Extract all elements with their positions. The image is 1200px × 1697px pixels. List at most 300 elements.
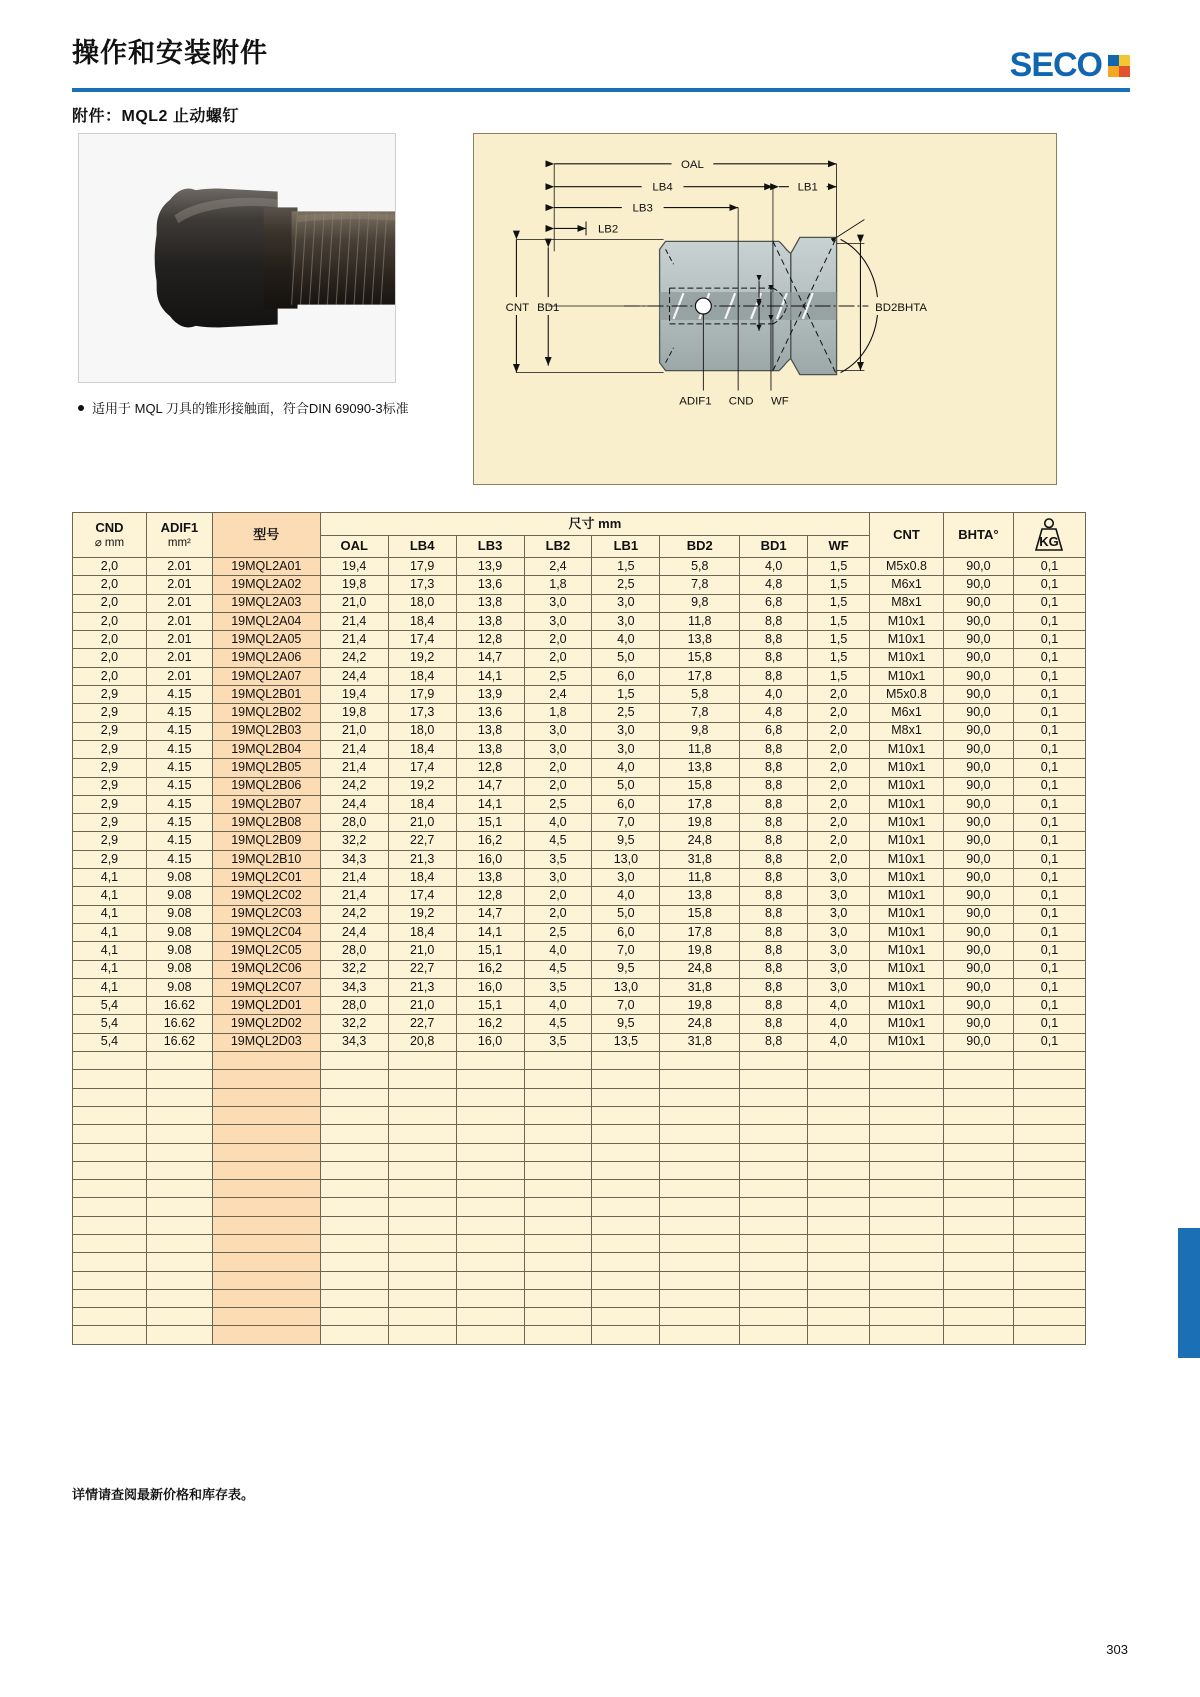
cell-empty: [592, 1125, 660, 1143]
cell-value: 0,1: [1013, 612, 1085, 630]
cell-value: 5,8: [660, 558, 740, 576]
cell-value: 0,1: [1013, 594, 1085, 612]
cell-empty: [73, 1161, 147, 1179]
table-row[interactable]: [73, 759, 1086, 777]
cell-value: 2,0: [808, 795, 870, 813]
cell-model: 19MQL2B01: [212, 686, 320, 704]
cell-empty: [320, 1161, 388, 1179]
cell-empty: [388, 1271, 456, 1289]
cell-value: 8,8: [740, 850, 808, 868]
cell-value: 1,5: [808, 612, 870, 630]
cell-value: 4.15: [146, 686, 212, 704]
cell-empty: [320, 1271, 388, 1289]
cell-empty: [592, 1070, 660, 1088]
cell-empty: [870, 1253, 944, 1271]
cell-value: 19,4: [320, 686, 388, 704]
cell-value: 4.15: [146, 759, 212, 777]
cell-value: 2,9: [73, 740, 147, 758]
section-subtitle: 附件：MQL2 止动螺钉: [72, 108, 239, 125]
cell-value: 34,3: [320, 1033, 388, 1051]
table-row[interactable]: [73, 667, 1086, 685]
cell-value: 16,0: [456, 1033, 524, 1051]
cell-empty: [943, 1253, 1013, 1271]
table-row[interactable]: [73, 795, 1086, 813]
cell-value: 15,8: [660, 649, 740, 667]
cell-empty: [524, 1070, 592, 1088]
table-row[interactable]: [73, 978, 1086, 996]
table-row[interactable]: [73, 923, 1086, 941]
cell-value: 8,8: [740, 1033, 808, 1051]
cell-value: 31,8: [660, 978, 740, 996]
th-bd1: BD1: [740, 535, 808, 558]
table-row[interactable]: [73, 905, 1086, 923]
cell-empty: [388, 1216, 456, 1234]
th-dimensions-group: 尺寸 mm: [320, 513, 869, 536]
table-row[interactable]: [73, 814, 1086, 832]
cell-value: 21,3: [388, 850, 456, 868]
cell-value: 2,0: [524, 631, 592, 649]
cell-value: 4,0: [592, 887, 660, 905]
cell-empty: [456, 1253, 524, 1271]
seco-logo: [1010, 46, 1130, 85]
table-row[interactable]: [73, 1015, 1086, 1033]
table-row[interactable]: [73, 942, 1086, 960]
cell-empty: [212, 1234, 320, 1252]
cell-value: 2,9: [73, 704, 147, 722]
cell-value: 2,0: [808, 777, 870, 795]
cell-value: 8,8: [740, 1015, 808, 1033]
cell-value: 13,8: [456, 594, 524, 612]
cell-empty: [592, 1216, 660, 1234]
cell-value: 12,8: [456, 887, 524, 905]
table-row-empty: [73, 1234, 1086, 1252]
cell-empty: [524, 1143, 592, 1161]
cell-empty: [146, 1088, 212, 1106]
cell-value: M5x0.8: [870, 686, 944, 704]
cell-empty: [660, 1088, 740, 1106]
cell-value: 14,1: [456, 667, 524, 685]
cell-empty: [524, 1216, 592, 1234]
cell-empty: [660, 1070, 740, 1088]
cell-empty: [524, 1161, 592, 1179]
cell-value: 0,1: [1013, 667, 1085, 685]
cell-value: 8,8: [740, 759, 808, 777]
diagram-label-bd1: BD1: [537, 301, 560, 314]
cell-value: 0,1: [1013, 814, 1085, 832]
cell-value: 5,4: [73, 1015, 147, 1033]
cell-value: 7,8: [660, 704, 740, 722]
cell-value: 5,4: [73, 1033, 147, 1051]
cell-value: 2,0: [808, 722, 870, 740]
cell-empty: [146, 1052, 212, 1070]
cell-empty: [212, 1106, 320, 1124]
cell-value: 18,0: [388, 722, 456, 740]
cell-empty: [524, 1125, 592, 1143]
cell-model: 19MQL2B05: [212, 759, 320, 777]
cell-value: 3,0: [524, 612, 592, 630]
cell-value: 5,0: [592, 905, 660, 923]
cell-empty: [320, 1052, 388, 1070]
cell-empty: [456, 1161, 524, 1179]
cell-value: 0,1: [1013, 576, 1085, 594]
cell-value: 11,8: [660, 740, 740, 758]
table-row[interactable]: [73, 612, 1086, 630]
table-row[interactable]: [73, 740, 1086, 758]
cell-value: 4,5: [524, 1015, 592, 1033]
cell-value: 11,8: [660, 612, 740, 630]
cell-empty: [808, 1180, 870, 1198]
th-bhta: BHTA°: [943, 513, 1013, 558]
cell-value: 0,1: [1013, 704, 1085, 722]
table-body: [73, 558, 1086, 1345]
cell-empty: [870, 1088, 944, 1106]
cell-value: 90,0: [943, 887, 1013, 905]
cell-value: 24,8: [660, 960, 740, 978]
cell-empty: [808, 1070, 870, 1088]
cell-empty: [1013, 1070, 1085, 1088]
cell-empty: [146, 1326, 212, 1344]
cell-value: 3,0: [524, 740, 592, 758]
cell-empty: [740, 1070, 808, 1088]
cell-empty: [1013, 1326, 1085, 1344]
cell-value: 2,9: [73, 759, 147, 777]
cell-value: 0,1: [1013, 686, 1085, 704]
cell-empty: [388, 1088, 456, 1106]
cell-value: 90,0: [943, 612, 1013, 630]
table-row[interactable]: [73, 631, 1086, 649]
cell-value: 24,8: [660, 1015, 740, 1033]
table-row[interactable]: [73, 649, 1086, 667]
cell-value: 12,8: [456, 759, 524, 777]
cell-empty: [808, 1161, 870, 1179]
cell-empty: [388, 1180, 456, 1198]
cell-value: 90,0: [943, 631, 1013, 649]
cell-value: 21,4: [320, 631, 388, 649]
cell-value: 3,0: [592, 722, 660, 740]
cell-value: 22,7: [388, 960, 456, 978]
cell-value: 13,8: [660, 759, 740, 777]
cell-empty: [73, 1143, 147, 1161]
cell-value: 4,0: [740, 558, 808, 576]
cell-value: 4,0: [524, 814, 592, 832]
cell-empty: [660, 1143, 740, 1161]
cell-value: 18,4: [388, 923, 456, 941]
cell-empty: [660, 1125, 740, 1143]
cell-value: 34,3: [320, 978, 388, 996]
cell-value: 3,0: [808, 923, 870, 941]
dimension-diagram: [474, 134, 1056, 484]
cell-value: 13,8: [456, 722, 524, 740]
cell-value: 21,4: [320, 869, 388, 887]
weight-kg-icon: [1027, 513, 1071, 557]
cell-value: 21,4: [320, 740, 388, 758]
cell-value: 13,6: [456, 704, 524, 722]
cell-value: 2,0: [808, 704, 870, 722]
cell-model: 19MQL2C02: [212, 887, 320, 905]
cell-empty: [73, 1308, 147, 1326]
cell-model: 19MQL2B08: [212, 814, 320, 832]
cell-model: 19MQL2A07: [212, 667, 320, 685]
cell-model: 19MQL2A02: [212, 576, 320, 594]
cell-value: 14,1: [456, 795, 524, 813]
cell-empty: [592, 1180, 660, 1198]
cell-value: 90,0: [943, 759, 1013, 777]
cell-empty: [524, 1106, 592, 1124]
cell-value: 2,0: [524, 649, 592, 667]
cell-empty: [456, 1234, 524, 1252]
cell-empty: [320, 1106, 388, 1124]
cell-model: 19MQL2C01: [212, 869, 320, 887]
cell-value: 3,5: [524, 850, 592, 868]
cell-empty: [524, 1180, 592, 1198]
cell-value: 12,8: [456, 631, 524, 649]
table-row[interactable]: [73, 997, 1086, 1015]
cell-empty: [212, 1253, 320, 1271]
cell-empty: [524, 1234, 592, 1252]
table-row-empty: [73, 1143, 1086, 1161]
cell-value: 0,1: [1013, 740, 1085, 758]
cell-empty: [212, 1198, 320, 1216]
cell-value: M6x1: [870, 576, 944, 594]
cell-value: 90,0: [943, 667, 1013, 685]
cell-value: 18,4: [388, 612, 456, 630]
cell-empty: [1013, 1216, 1085, 1234]
cell-empty: [943, 1216, 1013, 1234]
cell-value: 2,0: [808, 759, 870, 777]
cell-value: 90,0: [943, 850, 1013, 868]
cell-value: 28,0: [320, 997, 388, 1015]
cell-value: M10x1: [870, 649, 944, 667]
cell-value: 2,0: [808, 686, 870, 704]
cell-value: 2,0: [73, 558, 147, 576]
cell-value: 3,0: [524, 722, 592, 740]
cell-value: 8,8: [740, 997, 808, 1015]
table-row[interactable]: [73, 887, 1086, 905]
cell-empty: [660, 1106, 740, 1124]
seco-logo-mark-icon: [1108, 55, 1130, 77]
cell-value: 9,5: [592, 960, 660, 978]
cell-empty: [1013, 1271, 1085, 1289]
cell-empty: [456, 1125, 524, 1143]
cell-empty: [456, 1180, 524, 1198]
cell-value: 2,5: [592, 704, 660, 722]
cell-empty: [740, 1125, 808, 1143]
cell-empty: [870, 1326, 944, 1344]
cell-value: 16,2: [456, 1015, 524, 1033]
cell-empty: [808, 1216, 870, 1234]
cell-value: 18,4: [388, 740, 456, 758]
cell-value: 90,0: [943, 686, 1013, 704]
cell-empty: [146, 1143, 212, 1161]
cell-value: 2,5: [524, 795, 592, 813]
cell-empty: [146, 1216, 212, 1234]
table-row[interactable]: [73, 558, 1086, 576]
cell-value: 9.08: [146, 923, 212, 941]
cell-empty: [870, 1161, 944, 1179]
table-row[interactable]: [73, 704, 1086, 722]
cell-value: 13,8: [456, 740, 524, 758]
cell-empty: [524, 1198, 592, 1216]
cell-empty: [73, 1180, 147, 1198]
cell-value: 0,1: [1013, 887, 1085, 905]
cell-empty: [740, 1253, 808, 1271]
cell-empty: [388, 1326, 456, 1344]
cell-value: 2,0: [524, 777, 592, 795]
cell-empty: [212, 1070, 320, 1088]
cell-empty: [740, 1143, 808, 1161]
cell-empty: [388, 1070, 456, 1088]
table-row[interactable]: [73, 960, 1086, 978]
cell-value: 7,8: [660, 576, 740, 594]
table-row[interactable]: [73, 722, 1086, 740]
cell-value: 2,0: [524, 905, 592, 923]
cell-value: 17,4: [388, 631, 456, 649]
cell-value: 2.01: [146, 631, 212, 649]
cell-empty: [212, 1143, 320, 1161]
cell-value: 3,0: [808, 942, 870, 960]
cell-empty: [943, 1106, 1013, 1124]
th-adif1-label: ADIF1: [160, 519, 199, 535]
cell-value: 90,0: [943, 942, 1013, 960]
cell-empty: [1013, 1143, 1085, 1161]
cell-value: 16,2: [456, 832, 524, 850]
table-row[interactable]: [73, 850, 1086, 868]
cell-empty: [592, 1234, 660, 1252]
cell-empty: [808, 1125, 870, 1143]
cell-value: 17,3: [388, 576, 456, 594]
cell-value: 90,0: [943, 960, 1013, 978]
cell-value: 0,1: [1013, 905, 1085, 923]
cell-empty: [320, 1143, 388, 1161]
cell-value: 3,0: [808, 960, 870, 978]
cell-empty: [146, 1234, 212, 1252]
cell-value: 13,0: [592, 850, 660, 868]
cell-empty: [943, 1161, 1013, 1179]
cell-value: 4.15: [146, 850, 212, 868]
cell-empty: [388, 1106, 456, 1124]
cell-empty: [808, 1308, 870, 1326]
cell-value: M10x1: [870, 612, 944, 630]
cell-value: M10x1: [870, 631, 944, 649]
cell-value: 2,9: [73, 722, 147, 740]
cell-value: 21,4: [320, 887, 388, 905]
cell-value: 11,8: [660, 869, 740, 887]
cell-value: 2,4: [524, 686, 592, 704]
cell-value: 9.08: [146, 978, 212, 996]
cell-value: M10x1: [870, 1033, 944, 1051]
cell-value: 2,9: [73, 795, 147, 813]
cell-value: 8,8: [740, 978, 808, 996]
cell-value: 1,5: [592, 558, 660, 576]
cell-value: 90,0: [943, 814, 1013, 832]
cell-value: 9.08: [146, 887, 212, 905]
th-wf: WF: [808, 535, 870, 558]
table-row[interactable]: [73, 777, 1086, 795]
cell-value: 6,0: [592, 923, 660, 941]
cell-empty: [524, 1289, 592, 1307]
cell-empty: [212, 1180, 320, 1198]
table-row[interactable]: [73, 869, 1086, 887]
cell-empty: [320, 1234, 388, 1252]
table-row-empty: [73, 1271, 1086, 1289]
cell-value: 5,4: [73, 997, 147, 1015]
cell-value: 0,1: [1013, 850, 1085, 868]
cell-value: 15,1: [456, 942, 524, 960]
cell-empty: [388, 1253, 456, 1271]
table-row-empty: [73, 1161, 1086, 1179]
cell-value: 8,8: [740, 887, 808, 905]
diagram-label-lb2: LB2: [597, 223, 619, 236]
cell-empty: [740, 1234, 808, 1252]
cell-empty: [1013, 1198, 1085, 1216]
cell-value: 17,4: [388, 759, 456, 777]
cell-value: 4,8: [740, 576, 808, 594]
th-cnt: CNT: [870, 513, 944, 558]
cell-empty: [388, 1125, 456, 1143]
cell-value: 6,8: [740, 594, 808, 612]
cell-value: 0,1: [1013, 1015, 1085, 1033]
cell-value: 32,2: [320, 1015, 388, 1033]
cell-empty: [660, 1216, 740, 1234]
cell-value: 19,2: [388, 777, 456, 795]
cell-value: 4,1: [73, 869, 147, 887]
table-row[interactable]: [73, 576, 1086, 594]
cell-value: 3,0: [592, 594, 660, 612]
cell-value: 16.62: [146, 1033, 212, 1051]
cell-empty: [740, 1289, 808, 1307]
cell-empty: [146, 1180, 212, 1198]
cell-value: 90,0: [943, 704, 1013, 722]
cell-empty: [943, 1143, 1013, 1161]
cell-value: 17,8: [660, 795, 740, 813]
cell-value: 0,1: [1013, 942, 1085, 960]
cell-value: 3,0: [808, 978, 870, 996]
cell-empty: [456, 1326, 524, 1344]
cell-value: M10x1: [870, 850, 944, 868]
table-row[interactable]: [73, 1033, 1086, 1051]
cell-empty: [870, 1289, 944, 1307]
cell-empty: [456, 1070, 524, 1088]
cell-value: 0,1: [1013, 923, 1085, 941]
table-row[interactable]: [73, 832, 1086, 850]
cell-value: 2,0: [808, 814, 870, 832]
cell-empty: [1013, 1180, 1085, 1198]
cell-empty: [456, 1088, 524, 1106]
cell-value: 9,5: [592, 1015, 660, 1033]
cell-empty: [740, 1326, 808, 1344]
cell-value: 1,5: [808, 594, 870, 612]
cell-empty: [943, 1125, 1013, 1143]
cell-value: 1,5: [592, 686, 660, 704]
cell-value: 0,1: [1013, 869, 1085, 887]
cell-value: M10x1: [870, 869, 944, 887]
cell-value: 4.15: [146, 704, 212, 722]
table-row[interactable]: [73, 594, 1086, 612]
cell-empty: [320, 1253, 388, 1271]
cell-empty: [146, 1253, 212, 1271]
cell-empty: [212, 1271, 320, 1289]
cell-empty: [1013, 1106, 1085, 1124]
table-row[interactable]: [73, 686, 1086, 704]
cell-value: 18,0: [388, 594, 456, 612]
cell-empty: [740, 1271, 808, 1289]
cell-empty: [740, 1180, 808, 1198]
cell-value: 4.15: [146, 722, 212, 740]
cell-value: 28,0: [320, 942, 388, 960]
cell-empty: [740, 1106, 808, 1124]
table-footnote: 详情请查阅最新价格和库存表。: [72, 1487, 255, 1502]
cell-value: 4,1: [73, 960, 147, 978]
